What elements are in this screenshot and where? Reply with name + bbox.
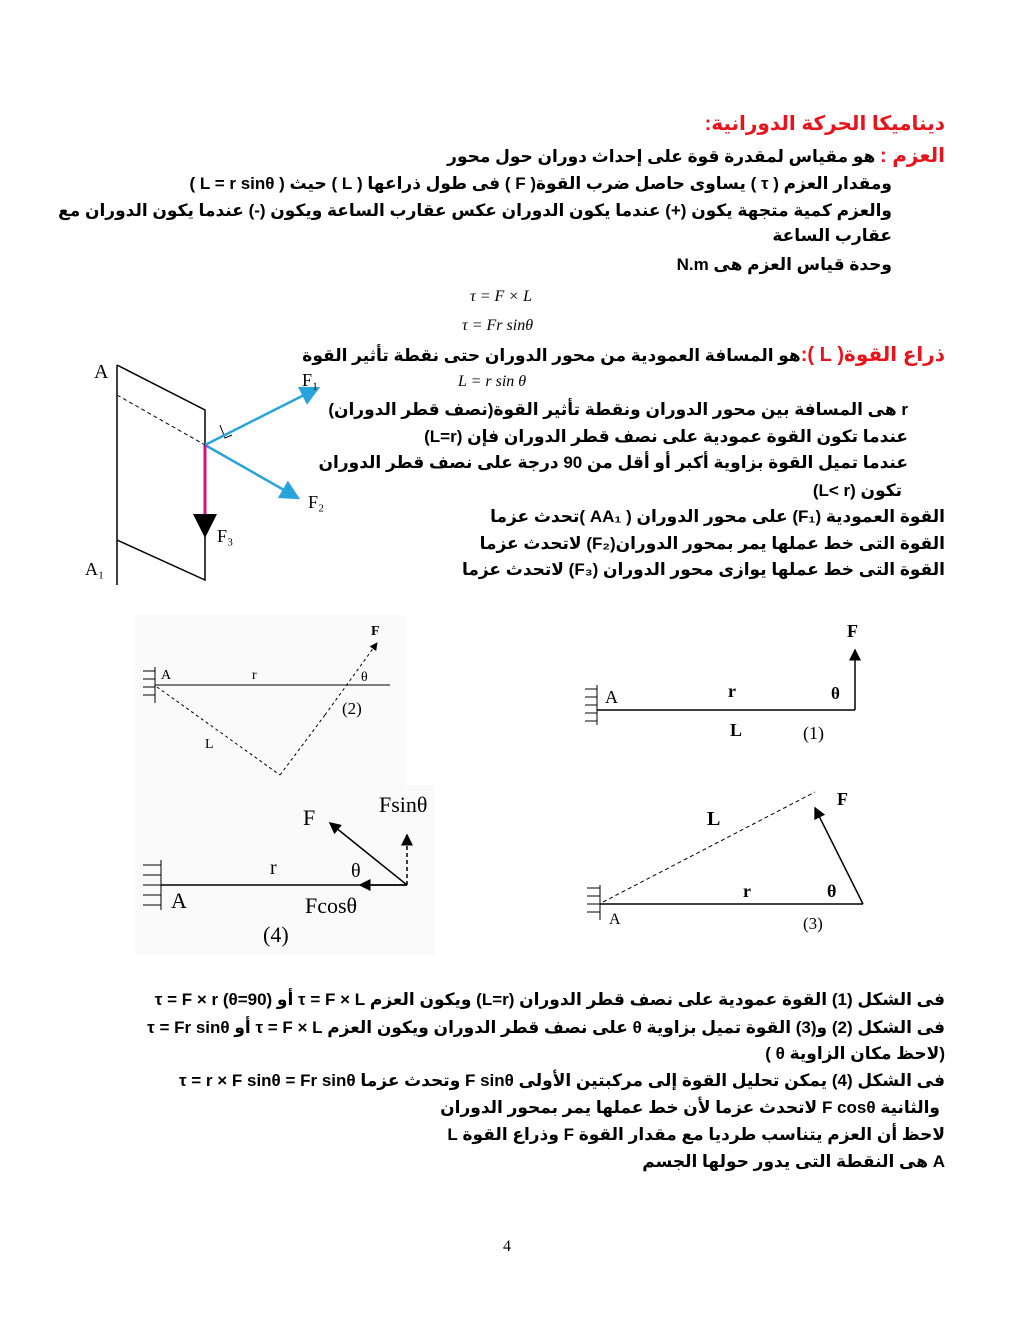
arm-line: القوة العمودية (F₁) على محور الدوران ( AA₁ )تحدث عزما <box>490 507 945 526</box>
label-theta: θ <box>361 670 368 685</box>
label-L: L <box>707 808 721 830</box>
torque-line: عقارب الساعة <box>772 226 892 245</box>
label-theta: θ <box>351 860 361 882</box>
label-F: F <box>303 805 316 830</box>
label-A1: A₁ <box>85 559 105 579</box>
arm-line: القوة التى خط عملها يوازى محور الدوران (F₃) لاتحدث عزما <box>461 560 945 579</box>
label-theta: θ <box>831 684 840 703</box>
arm-definition <box>302 344 945 367</box>
formula: τ = Fr sinθ <box>462 317 534 334</box>
label-F: F <box>847 621 858 641</box>
label-A: A <box>171 888 187 913</box>
arm-line: عندما تميل القوة بزاوية أكبر أو أقل من 90 درجة على نصف قطر الدوران <box>318 453 908 472</box>
label-F2: F₂ <box>308 492 325 512</box>
figure-2 <box>135 615 405 785</box>
note-line: لاحظ أن العزم يتناسب طرديا مع مقدار القوة F وذراع القوة L <box>447 1125 945 1144</box>
figure-number: (2) <box>342 699 362 718</box>
note-line: فى الشكل (1) القوة عمودية على نصف قطر الدوران (L=r) ويكون العزم τ = F × L أو τ = F × r (θ=90) <box>154 990 945 1009</box>
label-r: r <box>270 857 277 879</box>
label-r: r <box>728 681 736 701</box>
figure-3 <box>575 780 875 945</box>
formula: L = r sin θ <box>458 373 527 390</box>
label-F: F <box>371 624 380 639</box>
torque-label: العزم : <box>880 145 945 167</box>
figure-number: (1) <box>803 723 824 743</box>
label-theta: θ <box>827 881 837 901</box>
arm-line: r هى المسافة بين محور الدوران ونقطة تأثير القوة(نصف قطر الدوران) <box>328 400 908 419</box>
note-line: A هى النقطة التى يدور حولها الجسم <box>642 1152 945 1171</box>
note-line: فى الشكل (2) و(3) القوة تميل بزاوية θ على نصف قطر الدوران ويكون العزم τ = F × L أو τ = Fr sinθ <box>147 1018 945 1037</box>
label-A: A <box>94 361 109 383</box>
page-number: 4 <box>503 1238 511 1255</box>
label-r: r <box>252 668 257 683</box>
label-r: r <box>743 881 751 901</box>
door-axis-diagram <box>80 350 340 590</box>
torque-line: وحدة قياس العزم هى N.m <box>676 255 892 274</box>
label-F: F <box>837 789 848 809</box>
label-fsin: Fsinθ <box>379 792 428 817</box>
figure-number: (3) <box>803 914 823 933</box>
arm-line: القوة التى خط عملها يمر بمحور الدوران(F₂) لاتحدث عزما <box>479 534 945 553</box>
note-line: فى الشكل (4) يمكن تحليل القوة إلى مركبتين الأولى F sinθ وتحدث عزما τ = r × F sinθ = Fr sinθ <box>178 1071 945 1090</box>
label-A: A <box>161 668 172 683</box>
arm-line: تكون (L< r) <box>812 481 902 500</box>
label-A: A <box>609 911 621 928</box>
note-line: (لاحظ مكان الزاوية θ ) <box>765 1044 945 1063</box>
note-line: والثانية F cosθ لاتحدث عزما لأن خط عملها يمر بمحور الدوران <box>440 1098 940 1117</box>
label-L: L <box>205 737 214 752</box>
formula: τ = F × L <box>470 288 532 305</box>
torque-line: ومقدار العزم ( τ ) يساوى حاصل ضرب القوة( F ) فى طول ذراعها ( L ) حيث ( L = r sinθ ) <box>189 174 892 193</box>
torque-line: والعزم كمية متجهة يكون (+) عندما يكون الدوران عكس عقارب الساعة ويكون (-) عندما يكون الدوران مع <box>58 201 892 220</box>
torque-def-text: هو مقياس لمقدرة قوة على إحداث دوران حول محور <box>447 147 881 166</box>
figure-number: (4) <box>263 922 289 947</box>
figure-1 <box>575 615 875 755</box>
section-title: ديناميكا الحركة الدورانية: <box>704 113 945 135</box>
label-A: A <box>605 687 618 707</box>
arm-def-text: هو المسافة العمودية من محور الدوران حتى نقطة تأثير القوة <box>302 346 801 365</box>
label-fcos: Fcosθ <box>305 893 358 918</box>
label-L: L <box>730 720 743 740</box>
arm-line: عندما تكون القوة عمودية على نصف قطر الدوران فإن (L=r) <box>424 427 908 446</box>
torque-definition <box>447 145 945 168</box>
figure-4 <box>135 785 435 955</box>
arm-label: ذراع القوة( L ): <box>800 344 945 366</box>
label-F1: F₁ <box>302 370 319 390</box>
label-F3: F₃ <box>217 526 234 546</box>
